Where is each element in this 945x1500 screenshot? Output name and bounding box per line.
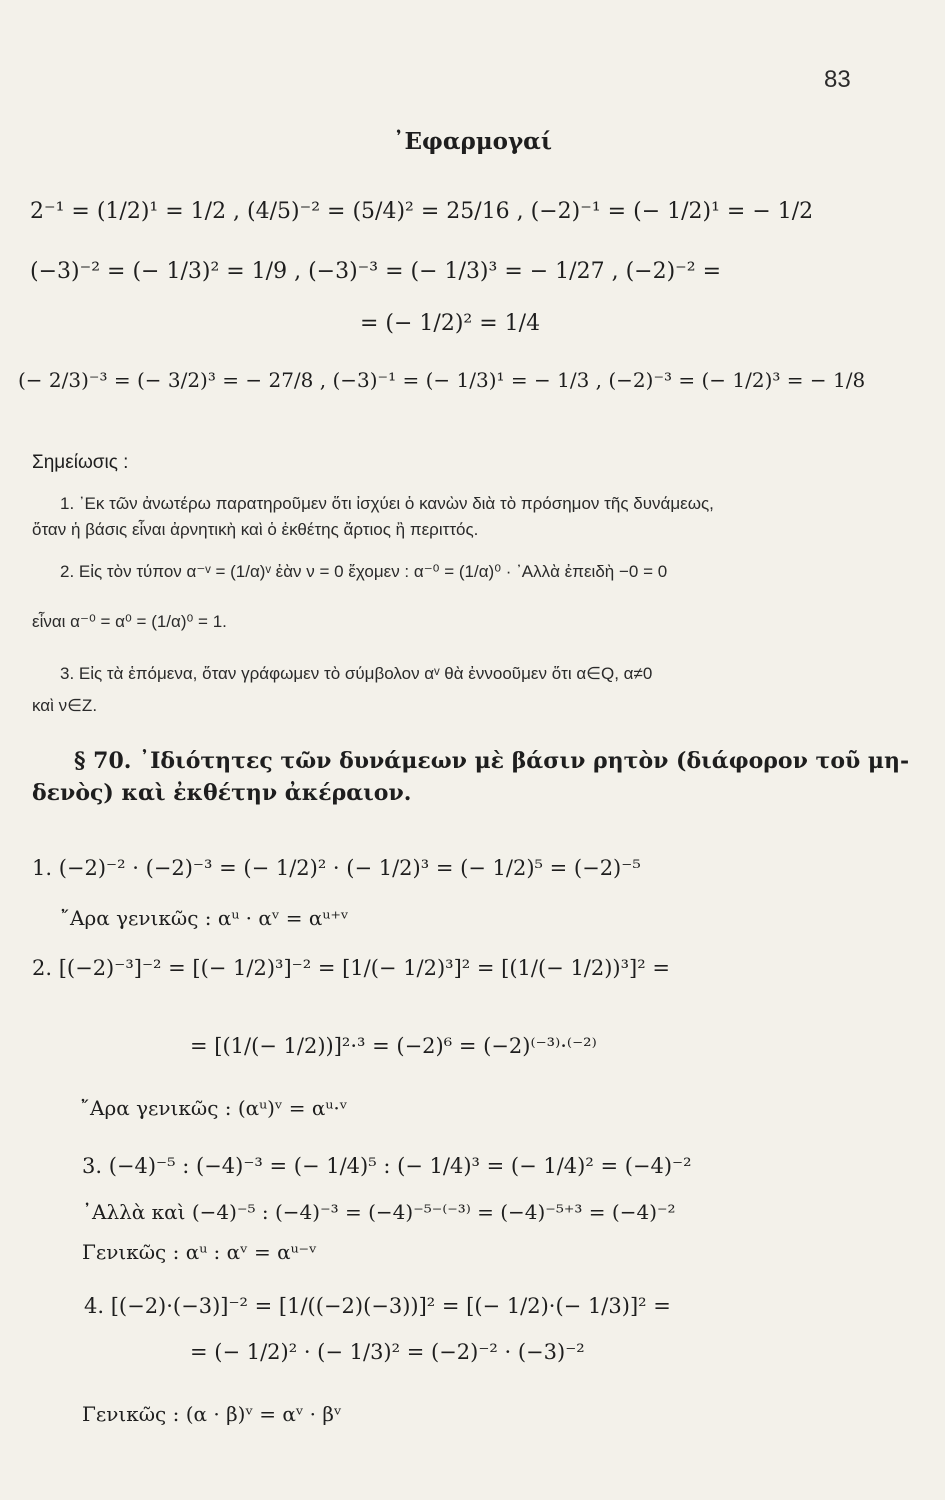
- application-line-3: = (− 1/2)² = 1/4: [360, 311, 541, 336]
- applications-title: ᾿Εφαρμογαί: [392, 128, 553, 155]
- property-2-cont: = [(1/(− 1/2))]²·³ = (−2)⁶ = (−2)⁽⁻³⁾·⁽⁻²⁾: [190, 1034, 597, 1058]
- note-2-line-2: εἶναι α⁻⁰ = α⁰ = (1/α)⁰ = 1.: [32, 612, 227, 631]
- application-line-2: (−3)⁻² = (− 1/3)² = 1/9 , (−3)⁻³ = (− 1/3)³ = − 1/27 , (−2)⁻² =: [30, 259, 722, 284]
- property-2-general: ῎Αρα γενικῶς : (αᵘ)ᵛ = αᵘ·ᵛ: [80, 1096, 348, 1120]
- property-2: 2. [(−2)⁻³]⁻² = [(− 1/2)³]⁻² = [1/(− 1/2)³]² = [(1/(− 1/2))³]² =: [32, 956, 670, 980]
- property-4-cont: = (− 1/2)² · (− 1/3)² = (−2)⁻² · (−3)⁻²: [190, 1340, 585, 1364]
- section-heading-line-1: § 70. ᾿Ιδιότητες τῶν δυνάμεων μὲ βάσιν ρητὸν (διάφορον τοῦ μη-: [74, 748, 910, 774]
- note-1-line-1: 1. ᾿Εκ τῶν ἀνωτέρω παρατηροῦμεν ὅτι ἰσχύει ὁ κανὼν διὰ τὸ πρόσημον τῆς δυνάμεως,: [60, 494, 714, 513]
- property-3-general: Γενικῶς : αᵘ : αᵛ = αᵘ⁻ᵛ: [82, 1240, 317, 1264]
- page-number: 83: [824, 66, 851, 93]
- property-3-alt: ᾿Αλλὰ καὶ (−4)⁻⁵ : (−4)⁻³ = (−4)⁻⁵⁻⁽⁻³⁾ = (−4)⁻⁵⁺³ = (−4)⁻²: [82, 1200, 676, 1224]
- application-line-1: 2⁻¹ = (1/2)¹ = 1/2 , (4/5)⁻² = (5/4)² = 25/16 , (−2)⁻¹ = (− 1/2)¹ = − 1/2: [30, 199, 814, 224]
- note-3-line-2: καὶ ν∈Z.: [32, 696, 98, 715]
- section-heading-line-2: δενὸς) καὶ ἐκθέτην ἀκέραιον.: [32, 780, 412, 806]
- property-3: 3. (−4)⁻⁵ : (−4)⁻³ = (− 1/4)⁵ : (− 1/4)³ = (− 1/4)² = (−4)⁻²: [82, 1154, 692, 1178]
- notes-heading: Σημείωσις :: [32, 452, 129, 473]
- property-4: 4. [(−2)·(−3)]⁻² = [1/((−2)(−3))]² = [(− 1/2)·(− 1/3)]² =: [84, 1294, 671, 1318]
- note-2-line-1: 2. Εἰς τὸν τύπον α⁻ᵛ = (1/α)ᵛ ἐὰν ν = 0 ἔχομεν : α⁻⁰ = (1/α)⁰ · ᾿Αλλὰ ἐπειδὴ −0 = 0: [60, 562, 668, 581]
- property-1: 1. (−2)⁻² · (−2)⁻³ = (− 1/2)² · (− 1/2)³ = (− 1/2)⁵ = (−2)⁻⁵: [32, 856, 641, 880]
- application-line-4: (− 2/3)⁻³ = (− 3/2)³ = − 27/8 , (−3)⁻¹ = (− 1/3)¹ = − 1/3 , (−2)⁻³ = (− 1/2)³ = − 1/8: [18, 368, 866, 392]
- property-1-general: ῎Αρα γενικῶς : αᵘ · αᵛ = αᵘ⁺ᵛ: [60, 906, 349, 930]
- note-3-line-1: 3. Εἰς τὰ ἑπόμενα, ὅταν γράφωμεν τὸ σύμβολον αᵛ θὰ ἐννοοῦμεν ὅτι α∈Q, α≠0: [60, 664, 653, 683]
- note-1-line-2: ὅταν ἡ βάσις εἶναι ἀρνητικὴ καὶ ὁ ἐκθέτης ἄρτιος ἢ περιττός.: [32, 520, 479, 539]
- property-4-general: Γενικῶς : (α · β)ᵛ = αᵛ · βᵛ: [82, 1402, 342, 1426]
